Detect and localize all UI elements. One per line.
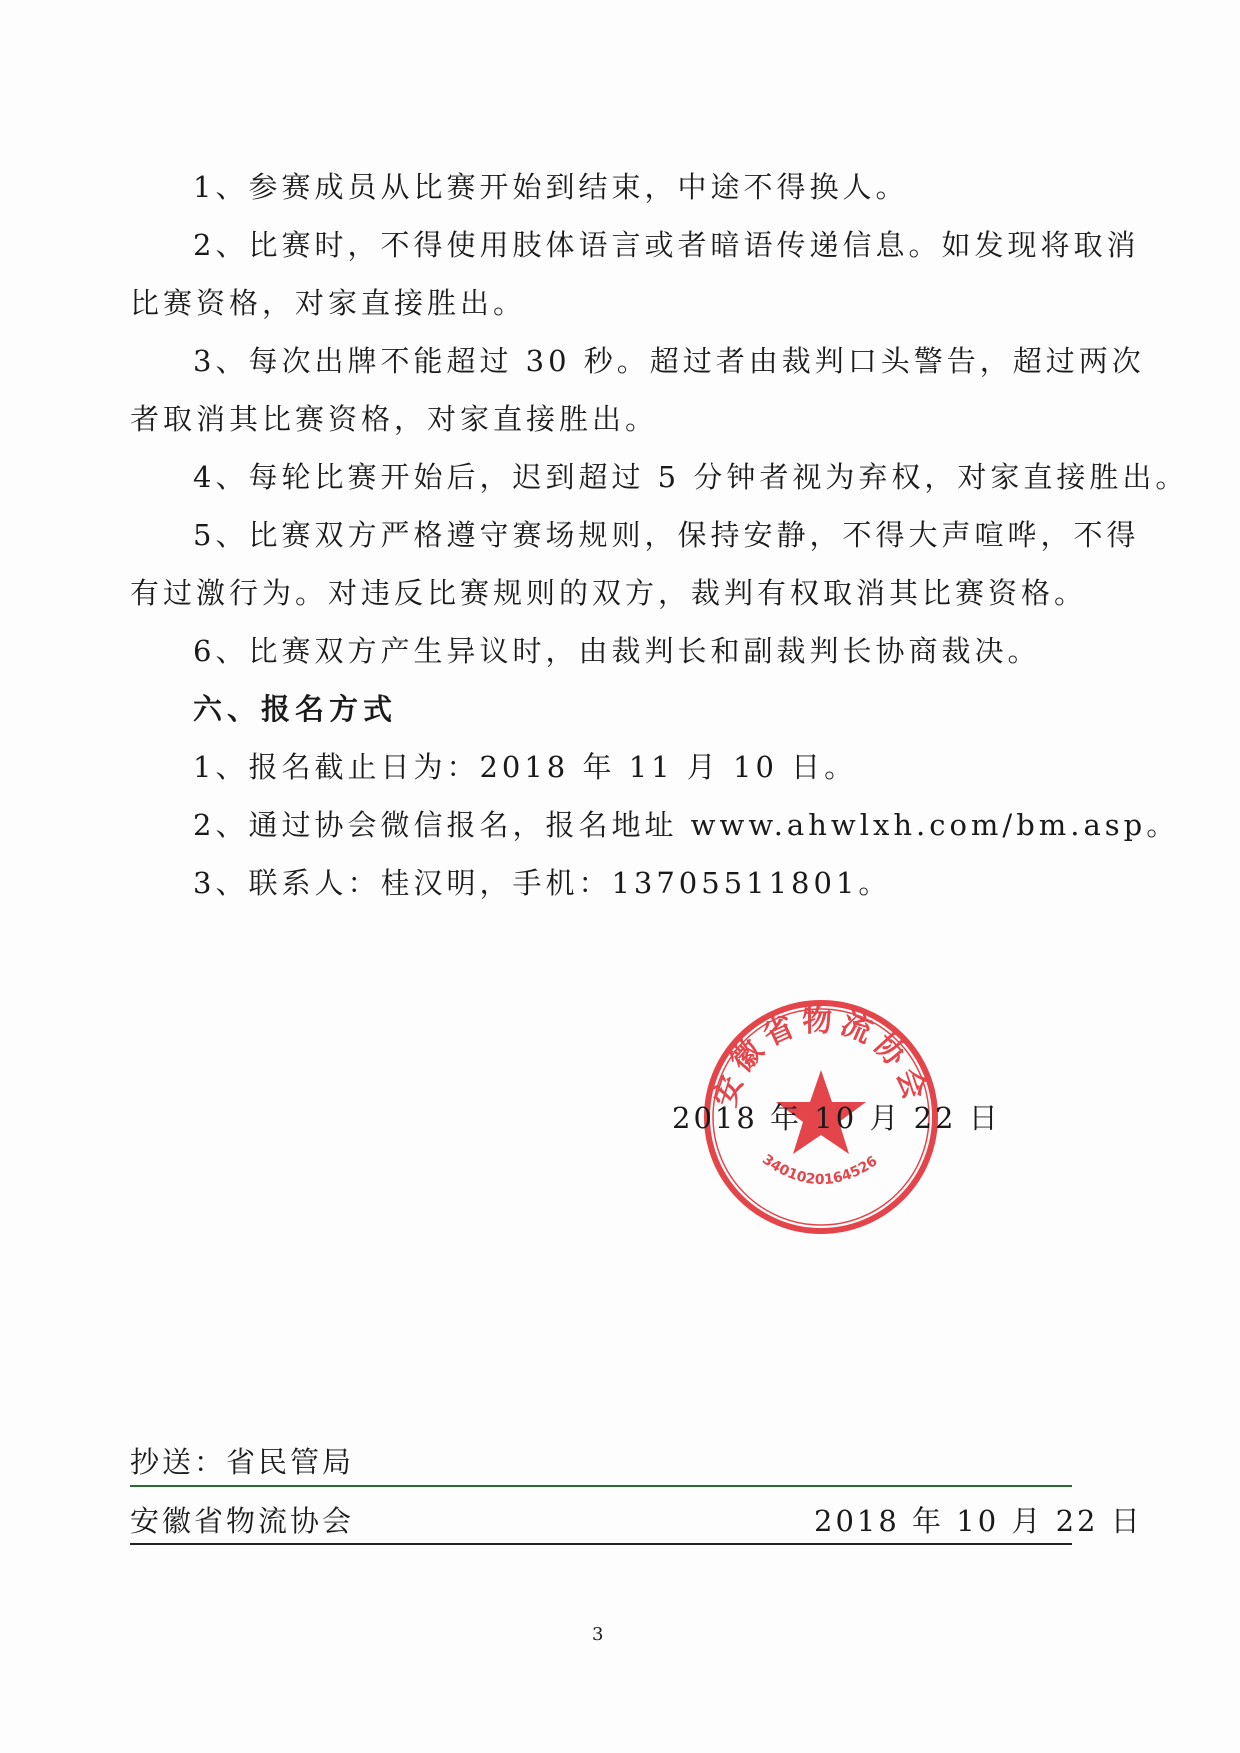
registration-contact: 3、联系人：桂汉明，手机：13705511801。 xyxy=(193,866,892,900)
footer-org: 安徽省物流协会 xyxy=(130,1504,355,1538)
signature-date: 2018 年 10 月 22 日 xyxy=(672,1101,1001,1135)
footer-rule-top xyxy=(130,1485,1072,1487)
page-number: 3 xyxy=(592,1624,604,1645)
footer-rule-bottom xyxy=(130,1543,1072,1545)
seal-text: 安徽省物流协会 xyxy=(707,1003,934,1111)
rule-item-3-cont: 者取消其比赛资格，对家直接胜出。 xyxy=(130,402,659,436)
rule-item-4: 4、每轮比赛开始后，迟到超过 5 分钟者视为弃权，对家直接胜出。 xyxy=(193,460,1189,494)
registration-method: 2、通过协会微信报名，报名地址 www.ahwlxh.com/bm.asp。 xyxy=(193,808,1180,842)
rule-item-1: 1、参赛成员从比赛开始到结束，中途不得换人。 xyxy=(193,170,909,204)
rule-item-6: 6、比赛双方产生异议时，由裁判长和副裁判长协商裁决。 xyxy=(193,634,1041,668)
registration-deadline: 1、报名截止日为：2018 年 11 月 10 日。 xyxy=(193,750,858,784)
rule-item-2-cont: 比赛资格，对家直接胜出。 xyxy=(130,286,527,320)
rule-item-3: 3、每次出牌不能超过 30 秒。超过者由裁判口头警告，超过两次 xyxy=(193,344,1145,378)
section-heading: 六、报名方式 xyxy=(193,692,398,726)
rule-item-2: 2、比赛时，不得使用肢体语言或者暗语传递信息。如发现将取消 xyxy=(193,228,1140,262)
rule-item-5: 5、比赛双方严格遵守赛场规则，保持安静，不得大声喧哗，不得 xyxy=(193,518,1140,552)
svg-text:3401020164526 xyxy=(759,1152,880,1188)
cc-line: 抄送：省民管局 xyxy=(130,1445,355,1479)
rule-item-5-cont: 有过激行为。对违反比赛规则的双方，裁判有权取消其比赛资格。 xyxy=(130,576,1088,610)
footer-date: 2018 年 10 月 22 日 xyxy=(814,1504,1143,1538)
seal-number: 3401020164526 xyxy=(759,1151,881,1189)
